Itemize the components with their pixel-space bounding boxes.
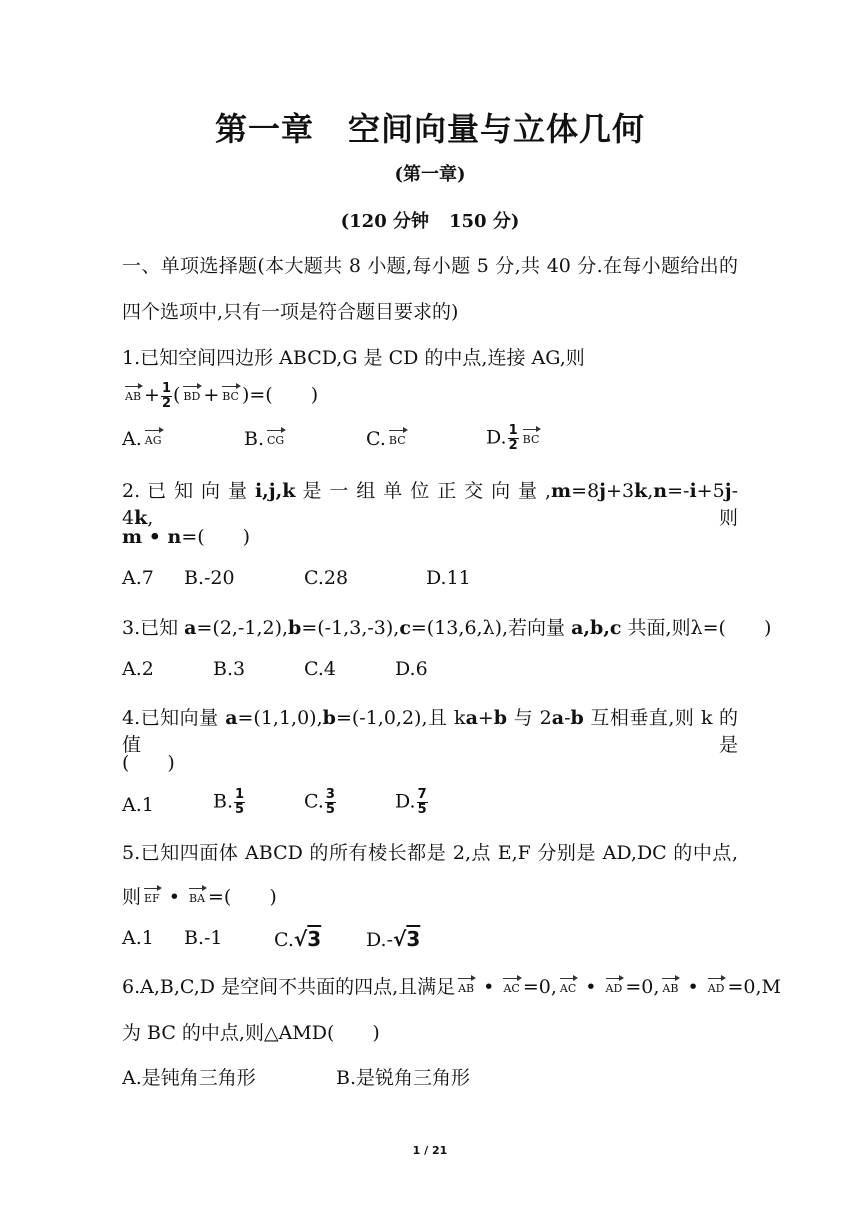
q4-option-c: C. $\frac{3}{5}$ bbox=[304, 787, 335, 817]
q2-options bbox=[122, 567, 742, 597]
q4-option-a: A.1 bbox=[122, 794, 154, 816]
q5-options bbox=[122, 927, 742, 957]
q5-stem: 5.已知四面体 ABCD 的所有棱长都是 2,点 E,F 分别是 AD,DC 的中点, bbox=[122, 842, 738, 864]
q2-option-d: D.11 bbox=[426, 567, 471, 589]
page-title bbox=[0, 104, 860, 150]
vector-bd: BD bbox=[183, 390, 201, 403]
q4-stem-2: ( ) bbox=[122, 752, 175, 774]
chapter-label: (第一章) bbox=[394, 164, 466, 185]
vector-ag: AG bbox=[144, 434, 162, 447]
q3-option-d: D.6 bbox=[395, 658, 428, 680]
q3-option-a: A.2 bbox=[122, 658, 154, 680]
q2-option-b: B.-20 bbox=[184, 567, 235, 589]
vector-ba: BA bbox=[188, 892, 206, 905]
exam-score: 150 分) bbox=[449, 211, 520, 232]
q4-option-b: B. $\frac{1}{5}$ bbox=[213, 787, 245, 817]
q5-option-d: D.-√3 bbox=[366, 927, 421, 951]
q6-stem-2: 为 BC 的中点,则△AMD( ) bbox=[122, 1022, 380, 1044]
vector-bc: BC bbox=[522, 432, 540, 446]
q6-options bbox=[122, 1063, 742, 1093]
vector-ad: AD bbox=[605, 982, 623, 995]
vector-ab: AB bbox=[662, 982, 679, 995]
plus-sign: + bbox=[144, 384, 160, 406]
q1-option-b: B. CG bbox=[244, 428, 285, 450]
q6-option-a: A.是钝角三角形 bbox=[122, 1067, 256, 1089]
plus-sign: + bbox=[203, 384, 220, 406]
vector-bc: BC bbox=[388, 434, 406, 447]
q6-stem: 6.A,B,C,D 是空间不共面的四点,且满足 AB • AC =0, AC • AD =0, AB • AD =0,M bbox=[122, 976, 781, 998]
q2-stem: 2. 已 知 向 量 i,j,k 是 一 组 单 位 正 交 向 量 ,m=8j+3k,n=-i+5j-4k, 则 bbox=[122, 480, 738, 529]
q1-option-c: C. BC bbox=[366, 428, 406, 450]
q5-option-b: B.-1 bbox=[184, 927, 223, 949]
q1-option-a: A. AG bbox=[122, 428, 162, 450]
sqrt-three: √3 bbox=[393, 927, 421, 951]
q5-stem-2: 则 EF • BA =( ) bbox=[122, 886, 277, 908]
vector-ac: AC bbox=[559, 982, 577, 995]
q5-option-a: A.1 bbox=[122, 927, 154, 949]
fraction-seven-fifths: $\frac{7}{5}$ bbox=[417, 787, 427, 817]
fraction-half: $\frac{1}{2}$ bbox=[508, 423, 518, 453]
vector-ab: AB bbox=[458, 982, 475, 995]
sqrt-three: √3 bbox=[293, 927, 322, 951]
vector-ab: AB bbox=[125, 390, 142, 403]
fraction-half: $\frac{1}{2}$ bbox=[161, 380, 171, 411]
vector-ef: EF bbox=[144, 892, 160, 905]
answer-blank: )=( ) bbox=[241, 384, 319, 406]
q1-option-d: D. $\frac{1}{2}$ BC bbox=[486, 423, 540, 453]
vector-bc: BC bbox=[222, 390, 239, 403]
q4-options bbox=[122, 788, 742, 824]
q2-stem-2: m • n=( ) bbox=[122, 526, 251, 548]
fraction-one-fifth: $\frac{1}{5}$ bbox=[235, 787, 245, 817]
vector-ac: AC bbox=[503, 982, 520, 995]
title-chapter: 第一章 bbox=[214, 110, 314, 148]
q1-expression bbox=[122, 380, 318, 411]
q1-stem: 1.已知空间四边形 ABCD,G 是 CD 的中点,连接 AG,则 bbox=[122, 347, 585, 369]
vector-ad: AD bbox=[707, 982, 725, 995]
q3-option-b: B.3 bbox=[213, 658, 246, 680]
q4-stem: 4.已知向量 a=(1,1,0),b=(-1,0,2),且 ka+b 与 2a-b 互相垂直,则 k 的值是 bbox=[122, 707, 739, 756]
q3-option-c: C.4 bbox=[304, 658, 336, 680]
q2-option-a: A.7 bbox=[122, 567, 154, 589]
paren: ( bbox=[173, 384, 181, 406]
q3-stem: 3.已知 a=(2,-1,2),b=(-1,3,-3),c=(13,6,λ),若向量 a,b,c 共面,则λ=( ) bbox=[122, 617, 772, 639]
exam-info bbox=[0, 207, 860, 233]
title-subject: 空间向量与立体几何 bbox=[348, 110, 646, 148]
q2-option-c: C.28 bbox=[304, 567, 349, 589]
q5-option-c: C.√3 bbox=[274, 927, 322, 951]
vector-cg: CG bbox=[267, 434, 285, 447]
exam-time: (120 分钟 bbox=[340, 211, 429, 232]
q6-option-b: B.是锐角三角形 bbox=[336, 1067, 471, 1089]
section-instructions-2: 四个选项中,只有一项是符合题目要求的) bbox=[122, 301, 459, 323]
fraction-three-fifths: $\frac{3}{5}$ bbox=[325, 787, 335, 817]
q4-option-d: D. $\frac{7}{5}$ bbox=[395, 787, 427, 817]
page-number: 1 / 21 bbox=[412, 1144, 448, 1157]
q1-options bbox=[122, 423, 742, 458]
section-instructions-1: 一、单项选择题(本大题共 8 小题,每小题 5 分,共 40 分.在每小题给出的 bbox=[122, 255, 738, 277]
q3-options bbox=[122, 658, 742, 688]
